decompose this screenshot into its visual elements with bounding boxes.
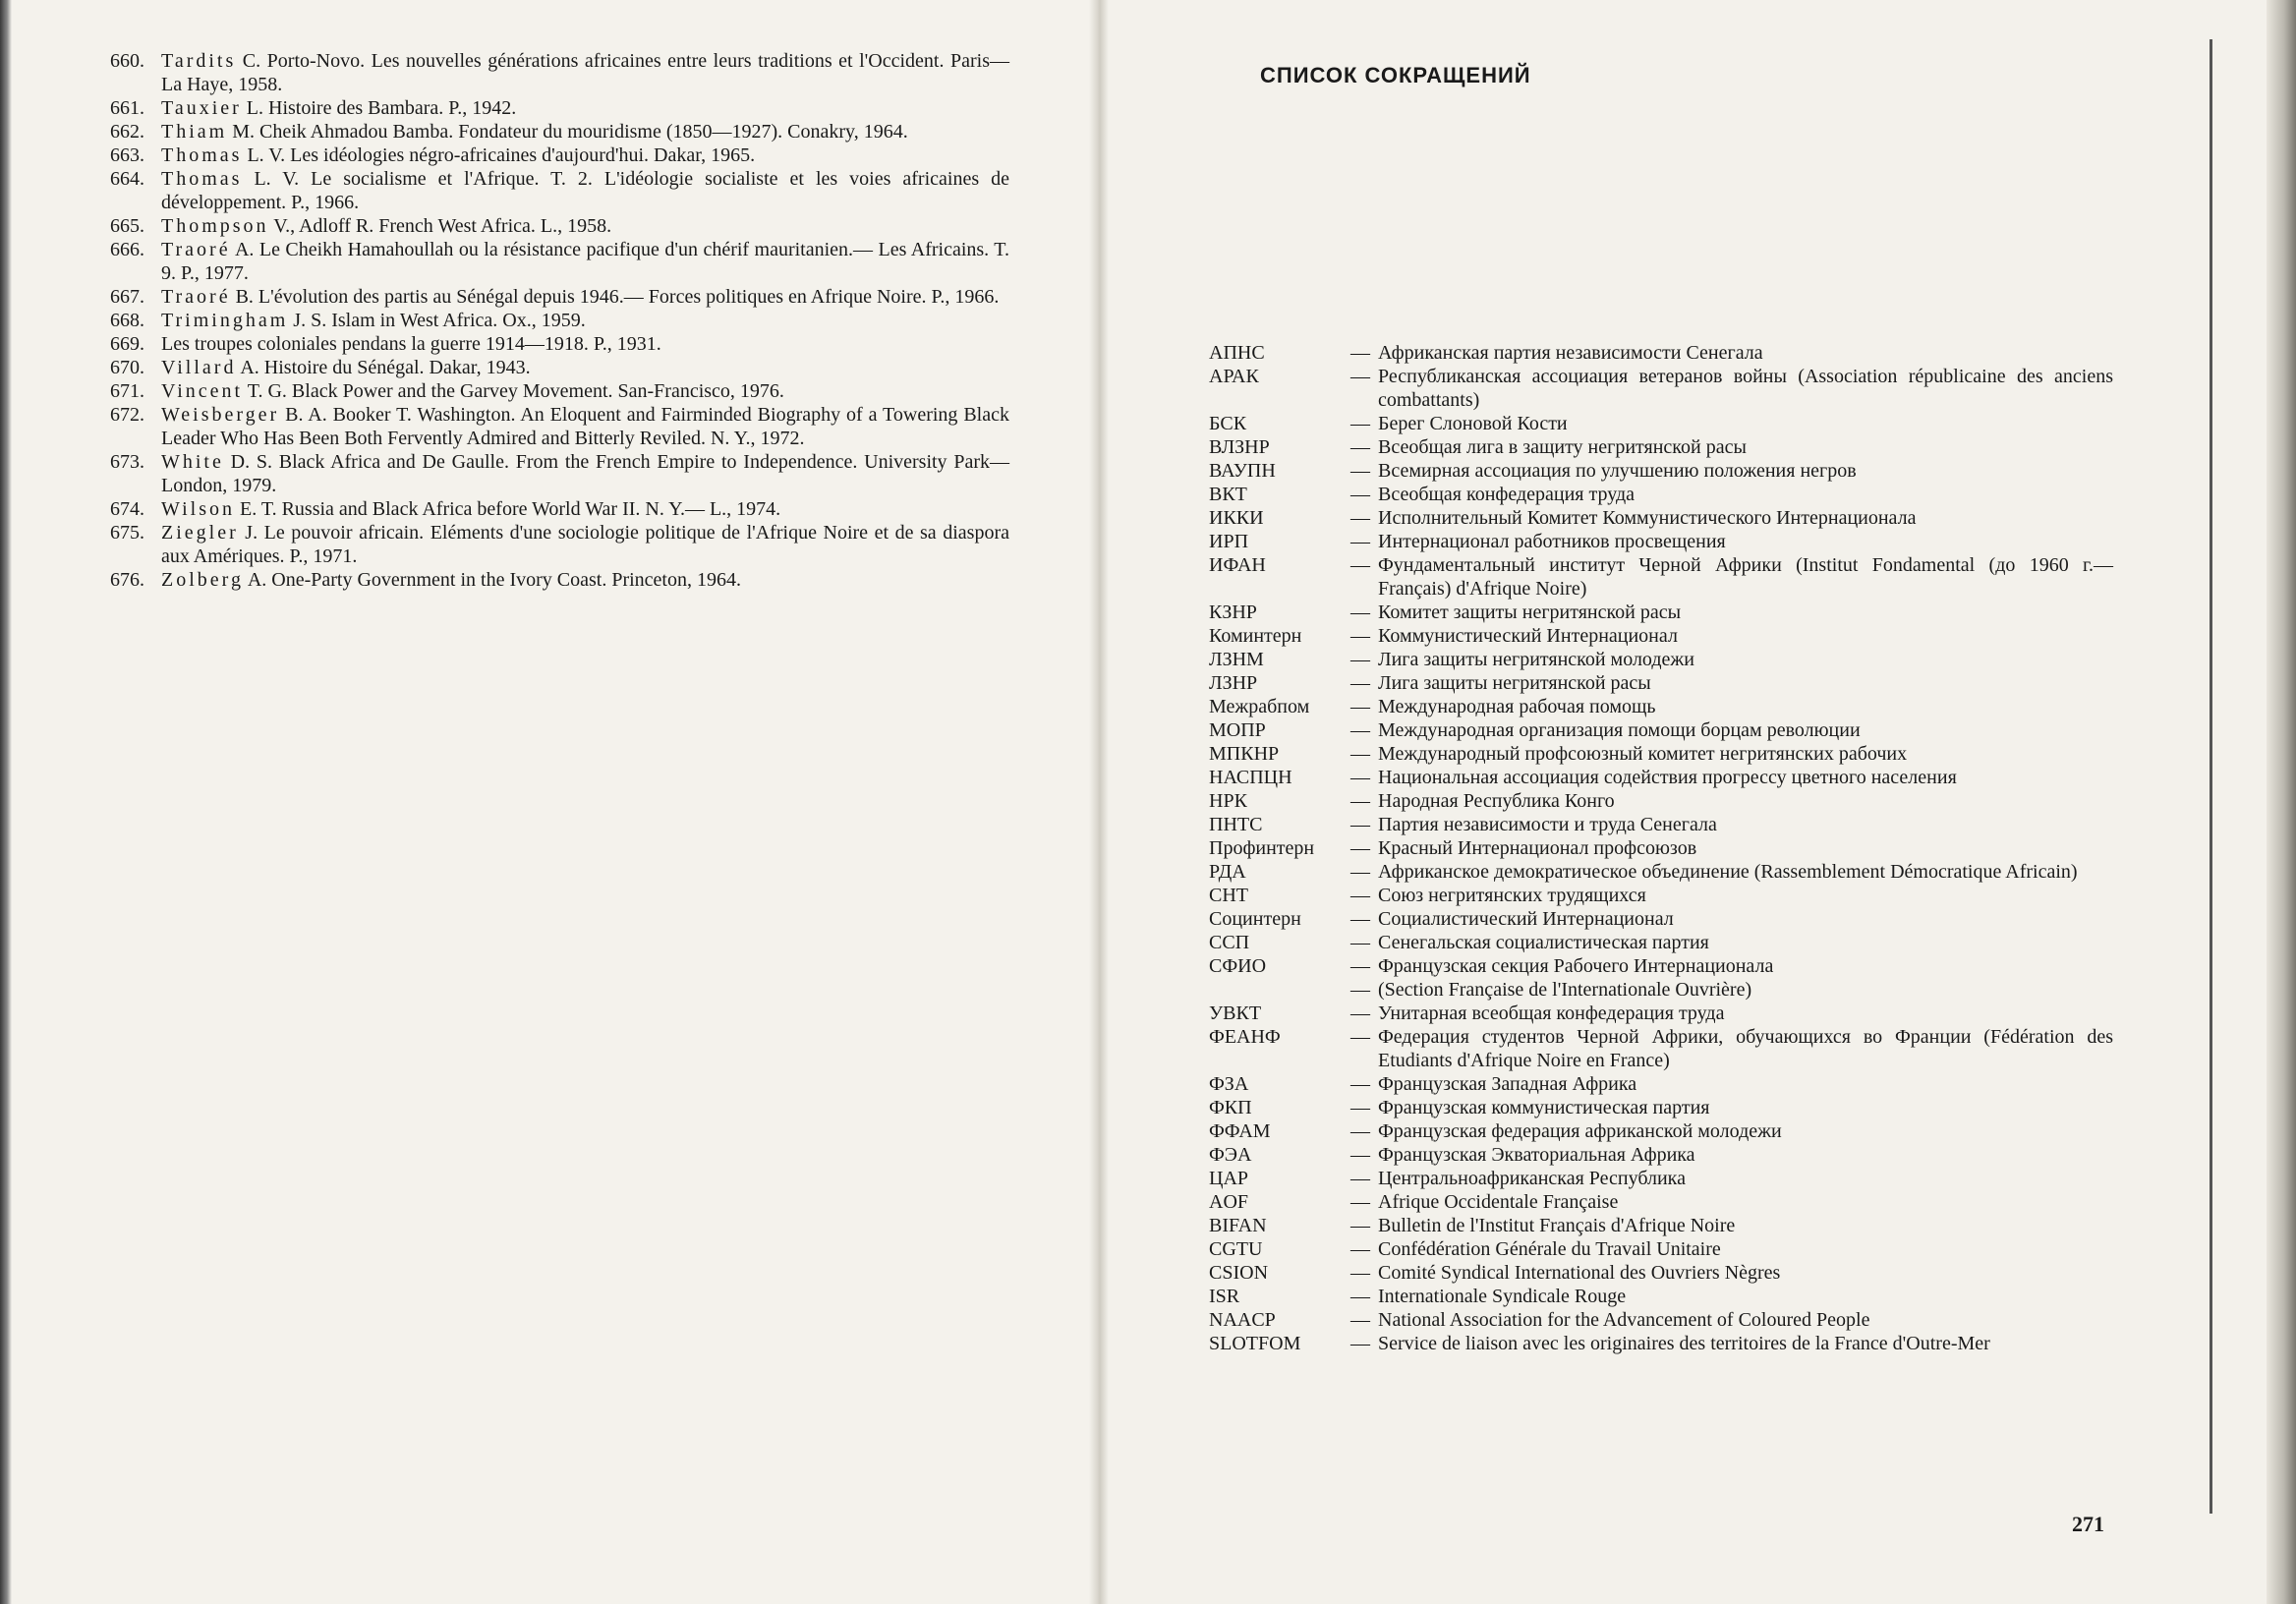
- abbreviation-row: [1209, 435, 2113, 459]
- abbreviation-description: Confédération Générale du Travail Unitaire: [1378, 1238, 1721, 1260]
- abbreviation-row: [1209, 978, 2113, 1002]
- abbreviation: ПНТС: [1209, 814, 1263, 835]
- abbreviation-row: [1209, 742, 2113, 766]
- entry-text: B. L'évolution des partis au Sénégal depuis 1946.— Forces politiques en Afrique Noire. P., 1966.: [230, 286, 1000, 308]
- abbreviation-description: Afrique Occidentale Française: [1378, 1191, 1619, 1213]
- abbreviation-dash: —: [1350, 743, 1370, 765]
- entry-text: L. Histoire des Bambara. P., 1942.: [241, 97, 517, 119]
- abbreviation-row: [1209, 884, 2113, 907]
- bibliography-entry: [110, 238, 1009, 285]
- bibliography-entry: [110, 285, 1009, 309]
- abbreviation: CGTU: [1209, 1238, 1263, 1260]
- entry-text: L. V. Le socialisme et l'Afrique. T. 2. L'idéologie socialiste et les voies africaines de développement. P., 1966.: [161, 168, 1009, 213]
- entry-number: 666.: [110, 239, 144, 260]
- abbreviation-row: [1209, 601, 2113, 624]
- entry-text: J. Le pouvoir africain. Eléments d'une sociologie politique de l'Afrique Noire et de sa diaspora aux Amériques. P., 1971.: [161, 522, 1009, 567]
- abbreviation-row: [1209, 530, 2113, 553]
- abbreviation-row: [1209, 506, 2113, 530]
- entry-number: 676.: [110, 569, 144, 591]
- abbreviation-dash: —: [1350, 1097, 1370, 1118]
- entry-number: 663.: [110, 144, 144, 166]
- bibliography-entry: [110, 568, 1009, 592]
- abbreviation-description: Унитарная всеобщая конфедерация труда: [1378, 1002, 1725, 1024]
- abbreviation-description: Международный профсоюзный комитет негритянских рабочих: [1378, 743, 1908, 765]
- abbreviation-dash: —: [1350, 507, 1370, 529]
- abbreviation-row: [1209, 931, 2113, 954]
- abbreviation-dash: —: [1350, 672, 1370, 694]
- bibliography-list: [110, 49, 1009, 592]
- abbreviation: НРК: [1209, 790, 1247, 812]
- abbreviation: КЗНР: [1209, 602, 1257, 623]
- abbreviation-row: [1209, 1119, 2113, 1143]
- abbreviation-description: Федерация студентов Черной Африки, обучающихся во Франции (Fédération des Etudiants d'Afrique Noire en France): [1378, 1026, 2113, 1071]
- abbreviation-description: Сенегальская социалистическая партия: [1378, 932, 1709, 953]
- abbreviation: ИФАН: [1209, 554, 1266, 576]
- abbreviation-dash: —: [1350, 1073, 1370, 1095]
- abbreviation-description: Французская секция Рабочего Интернационала: [1378, 955, 1774, 977]
- entry-author: Traoré: [161, 239, 231, 260]
- entry-number: 660.: [110, 50, 144, 72]
- entry-number: 670.: [110, 357, 144, 378]
- book-gutter: [1089, 0, 1109, 1604]
- entry-number: 668.: [110, 310, 144, 331]
- entry-author: Wilson: [161, 498, 235, 520]
- abbreviation-row: [1209, 1190, 2113, 1214]
- abbreviation: ФФАМ: [1209, 1120, 1271, 1142]
- abbreviation-description: Комитет защиты негритянской расы: [1378, 602, 1682, 623]
- bibliography-entry: [110, 521, 1009, 568]
- abbreviation-row: [1209, 836, 2113, 860]
- entry-author: Thompson: [161, 215, 269, 237]
- abbreviation-row: [1209, 813, 2113, 836]
- abbreviation-description: Партия независимости и труда Сенегала: [1378, 814, 1717, 835]
- abbreviation-row: [1209, 459, 2113, 483]
- bibliography-entry: [110, 332, 1009, 356]
- abbreviation-description: Bulletin de l'Institut Français d'Afrique Noire: [1378, 1215, 1736, 1236]
- entry-author: Thomas: [161, 168, 243, 190]
- abbreviation: АРАК: [1209, 366, 1259, 387]
- abbreviation: BIFAN: [1209, 1215, 1267, 1236]
- abbreviation: ВЛЗНР: [1209, 436, 1270, 458]
- abbreviation-description: Всеобщая конфедерация труда: [1378, 484, 1636, 505]
- abbreviation: ФКП: [1209, 1097, 1252, 1118]
- abbreviation-dash: —: [1350, 1309, 1370, 1331]
- abbreviation: ЛЗНМ: [1209, 649, 1264, 670]
- abbreviation-description: Республиканская ассоциация ветеранов войны (Association républicaine des anciens combattants): [1378, 366, 2113, 411]
- entry-text: Les troupes coloniales pendans la guerre 1914—1918. P., 1931.: [161, 333, 661, 355]
- abbreviation-dash: —: [1350, 814, 1370, 835]
- abbreviation: ФЕАНФ: [1209, 1026, 1281, 1048]
- abbreviation: ЦАР: [1209, 1168, 1249, 1189]
- binding-edge: [0, 0, 12, 1604]
- abbreviation-description: Французская Экваториальная Африка: [1378, 1144, 1695, 1166]
- abbreviation-row: [1209, 1237, 2113, 1261]
- left-page: [0, 0, 1099, 1604]
- abbreviation-dash: —: [1350, 436, 1370, 458]
- abbreviation: СФИО: [1209, 955, 1267, 977]
- abbreviations-table: [1209, 341, 2113, 1355]
- abbreviation-description: Народная Республика Конго: [1378, 790, 1615, 812]
- entry-text: L. V. Les idéologies négro-africaines d'aujourd'hui. Dakar, 1965.: [242, 144, 756, 166]
- abbreviation-row: [1209, 365, 2113, 412]
- abbreviation: ЛЗНР: [1209, 672, 1258, 694]
- entry-number: 665.: [110, 215, 144, 237]
- abbreviation-description: Service de liaison avec les originaires des territoires de la France d'Outre-Mer: [1378, 1333, 1990, 1354]
- abbreviation: [1209, 978, 1343, 1002]
- entry-text: A. Histoire du Sénégal. Dakar, 1943.: [236, 357, 531, 378]
- abbreviation-description: Африканская партия независимости Сенегала: [1378, 342, 1763, 364]
- abbreviation-row: [1209, 341, 2113, 365]
- abbreviation-description: (Section Française de l'Internationale Ouvrière): [1378, 979, 1752, 1001]
- abbreviation-row: [1209, 1025, 2113, 1072]
- abbreviation: ФЗА: [1209, 1073, 1249, 1095]
- abbreviation: ИРП: [1209, 531, 1249, 552]
- abbreviation-row: [1209, 1072, 2113, 1096]
- abbreviation-description: Союз негритянских трудящихся: [1378, 885, 1646, 906]
- abbreviation: МОПР: [1209, 719, 1266, 741]
- abbreviation: ССП: [1209, 932, 1250, 953]
- abbreviation-description: Лига защиты негритянской молодежи: [1378, 649, 1694, 670]
- abbreviation-row: [1209, 789, 2113, 813]
- entry-author: Vincent: [161, 380, 244, 402]
- abbreviation: ВАУПН: [1209, 460, 1276, 482]
- abbreviation-dash: —: [1350, 1120, 1370, 1142]
- abbreviation-row: [1209, 671, 2113, 695]
- abbreviation-description: Французская федерация африканской молодежи: [1378, 1120, 1782, 1142]
- abbreviation-row: [1209, 1002, 2113, 1025]
- abbreviation-dash: —: [1350, 1144, 1370, 1166]
- page-edge: [2267, 0, 2296, 1604]
- entry-text: T. G. Black Power and the Garvey Movement. San-Francisco, 1976.: [243, 380, 784, 402]
- bibliography-entry: [110, 309, 1009, 332]
- abbreviation: УВКТ: [1209, 1002, 1262, 1024]
- abbreviation-dash: —: [1350, 1002, 1370, 1024]
- abbreviation-row: [1209, 695, 2113, 718]
- bibliography-entry: [110, 356, 1009, 379]
- abbreviation-description: Исполнительный Комитет Коммунистического Интернационала: [1378, 507, 1917, 529]
- bibliography-entry: [110, 403, 1009, 450]
- abbreviation-description: Красный Интернационал профсоюзов: [1378, 837, 1697, 859]
- abbreviation-dash: —: [1350, 837, 1370, 859]
- abbreviation: АПНС: [1209, 342, 1265, 364]
- abbreviation-description: Берег Слоновой Кости: [1378, 413, 1568, 434]
- abbreviation-description: Comité Syndical International des Ouvriers Nègres: [1378, 1262, 1781, 1284]
- abbreviation-dash: —: [1350, 1262, 1370, 1284]
- abbreviation-description: Интернационал работников просвещения: [1378, 531, 1726, 552]
- abbreviation-row: [1209, 766, 2113, 789]
- abbreviation-dash: —: [1350, 366, 1370, 387]
- abbreviation-dash: —: [1350, 1238, 1370, 1260]
- abbreviation-description: Фундаментальный институт Черной Африки (Institut Fondamental (до 1960 г.— Français) d'Afrique Noire): [1378, 554, 2113, 600]
- abbreviation-row: [1209, 1308, 2113, 1332]
- abbreviation-description: Международная рабочая помощь: [1378, 696, 1656, 717]
- entry-number: 661.: [110, 97, 144, 119]
- abbreviations-title: СПИСОК СОКРАЩЕНИЙ: [1260, 63, 1531, 87]
- abbreviation-dash: —: [1350, 696, 1370, 717]
- abbreviation-description: Internationale Syndicale Rouge: [1378, 1286, 1627, 1307]
- abbreviation-description: Международная организация помощи борцам революции: [1378, 719, 1861, 741]
- abbreviation: Социнтерн: [1209, 908, 1301, 930]
- bibliography-entry: [110, 450, 1009, 497]
- abbreviation-dash: —: [1350, 342, 1370, 364]
- abbreviation-description: Французская Западная Африка: [1378, 1073, 1637, 1095]
- abbreviation-dash: —: [1350, 1215, 1370, 1236]
- abbreviation-description: Всемирная ассоциация по улучшению положения негров: [1378, 460, 1857, 482]
- entry-number: 662.: [110, 121, 144, 143]
- abbreviation-description: Социалистический Интернационал: [1378, 908, 1674, 930]
- entry-number: 672.: [110, 404, 144, 426]
- abbreviation-dash: —: [1350, 1333, 1370, 1354]
- entry-author: Thomas: [161, 144, 243, 166]
- bibliography-entry: [110, 96, 1009, 120]
- entry-text: V., Adloff R. French West Africa. L., 1958.: [268, 215, 612, 237]
- abbreviation-dash: —: [1350, 979, 1370, 1001]
- abbreviation-dash: —: [1350, 1286, 1370, 1307]
- abbreviation-dash: —: [1350, 484, 1370, 505]
- abbreviation-dash: —: [1350, 554, 1370, 576]
- abbreviation-dash: —: [1350, 767, 1370, 788]
- abbreviation-description: Национальная ассоциация содействия прогрессу цветного населения: [1378, 767, 1957, 788]
- entry-text: A. One-Party Government in the Ivory Coast. Princeton, 1964.: [243, 569, 741, 591]
- abbreviation: СНТ: [1209, 885, 1248, 906]
- abbreviation-row: [1209, 1143, 2113, 1167]
- abbreviation-row: [1209, 648, 2113, 671]
- abbreviation-row: [1209, 907, 2113, 931]
- entry-author: White: [161, 451, 224, 473]
- entry-author: Trimingham: [161, 310, 289, 331]
- entry-number: 669.: [110, 333, 144, 355]
- abbreviation: НАСПЦН: [1209, 767, 1292, 788]
- abbreviation-dash: —: [1350, 885, 1370, 906]
- abbreviation-row: [1209, 1332, 2113, 1355]
- entry-text: E. T. Russia and Black Africa before World War II. N. Y.— L., 1974.: [234, 498, 781, 520]
- entry-author: Weisberger: [161, 404, 280, 426]
- abbreviation: ИККИ: [1209, 507, 1264, 529]
- entry-text: D. S. Black Africa and De Gaulle. From the French Empire to Independence. University Park—London, 1979.: [161, 451, 1009, 496]
- entry-text: C. Porto-Novo. Les nouvelles générations africaines entre leurs traditions et l'Occident. Paris—La Haye, 1958.: [161, 50, 1009, 95]
- abbreviation-dash: —: [1350, 908, 1370, 930]
- abbreviation-row: [1209, 860, 2113, 884]
- abbreviation-row: [1209, 624, 2113, 648]
- entry-author: Thiam: [161, 121, 228, 143]
- bibliography-entry: [110, 497, 1009, 521]
- entry-author: Ziegler: [161, 522, 239, 544]
- abbreviation: SLOTFOM: [1209, 1333, 1301, 1354]
- abbreviation: NAACP: [1209, 1309, 1276, 1331]
- entry-author: Villard: [161, 357, 237, 378]
- entry-number: 667.: [110, 286, 144, 308]
- abbreviation-description: Центральноафриканская Республика: [1378, 1168, 1686, 1189]
- abbreviation: ФЭА: [1209, 1144, 1252, 1166]
- abbreviation: РДА: [1209, 861, 1246, 883]
- abbreviation-dash: —: [1350, 460, 1370, 482]
- abbreviation-description: Французская коммунистическая партия: [1378, 1097, 1710, 1118]
- abbreviation-dash: —: [1350, 531, 1370, 552]
- entry-author: Traoré: [161, 286, 231, 308]
- entry-number: 664.: [110, 168, 144, 190]
- entry-number: 675.: [110, 522, 144, 544]
- abbreviation-dash: —: [1350, 1191, 1370, 1213]
- abbreviation-dash: —: [1350, 625, 1370, 647]
- abbreviation-row: [1209, 718, 2113, 742]
- abbreviation-row: [1209, 412, 2113, 435]
- bibliography-entry: [110, 214, 1009, 238]
- entry-text: J. S. Islam in West Africa. Ox., 1959.: [288, 310, 586, 331]
- abbreviation-description: Всеобщая лига в защиту негритянской расы: [1378, 436, 1747, 458]
- abbreviation-description: Коммунистический Интернационал: [1378, 625, 1678, 647]
- abbreviation-dash: —: [1350, 1026, 1370, 1048]
- abbreviation-dash: —: [1350, 955, 1370, 977]
- abbreviation-description: Лига защиты негритянской расы: [1378, 672, 1651, 694]
- entry-text: B. A. Booker T. Washington. An Eloquent and Fairminded Biography of a Towering Black Leader Who Has Been Both Fervently Admired and Bitterly Reviled. N. Y., 1972.: [161, 404, 1009, 449]
- abbreviation-row: [1209, 553, 2113, 601]
- abbreviation-row: [1209, 483, 2113, 506]
- abbreviation-row: [1209, 1214, 2113, 1237]
- abbreviation: БСК: [1209, 413, 1247, 434]
- abbreviation-row: [1209, 1261, 2113, 1285]
- abbreviation-dash: —: [1350, 413, 1370, 434]
- entry-author: Zolberg: [161, 569, 244, 591]
- abbreviation: Профинтерн: [1209, 837, 1315, 859]
- abbreviation-dash: —: [1350, 932, 1370, 953]
- abbreviation-row: [1209, 1285, 2113, 1308]
- bibliography-entry: [110, 120, 1009, 143]
- abbreviation-dash: —: [1350, 861, 1370, 883]
- abbreviation: AOF: [1209, 1191, 1249, 1213]
- abbreviation-dash: —: [1350, 649, 1370, 670]
- abbreviation: Межрабпом: [1209, 696, 1310, 717]
- abbreviation: Коминтерн: [1209, 625, 1302, 647]
- bibliography-entry: [110, 167, 1009, 214]
- bibliography-entry: [110, 143, 1009, 167]
- abbreviation: ВКТ: [1209, 484, 1247, 505]
- entry-number: 671.: [110, 380, 144, 402]
- page-number: 271: [2072, 1512, 2104, 1536]
- abbreviation-row: [1209, 1096, 2113, 1119]
- page-edge-line: [2210, 39, 2212, 1514]
- abbreviation: CSION: [1209, 1262, 1269, 1284]
- entry-number: 673.: [110, 451, 144, 473]
- abbreviation-dash: —: [1350, 602, 1370, 623]
- bibliography-entry: [110, 49, 1009, 96]
- abbreviation-dash: —: [1350, 790, 1370, 812]
- abbreviation-dash: —: [1350, 719, 1370, 741]
- entry-author: Tauxier: [161, 97, 242, 119]
- abbreviation-description: National Association for the Advancement of Coloured People: [1378, 1309, 1870, 1331]
- entry-text: A. Le Cheikh Hamahoullah ou la résistance pacifique d'un chérif mauritanien.— Les Africains. T. 9. P., 1977.: [161, 239, 1009, 284]
- bibliography-entry: [110, 379, 1009, 403]
- entry-number: 674.: [110, 498, 144, 520]
- abbreviation-dash: —: [1350, 1168, 1370, 1189]
- abbreviation-row: [1209, 1167, 2113, 1190]
- abbreviation-row: [1209, 954, 2113, 978]
- abbreviation: ISR: [1209, 1286, 1240, 1307]
- abbreviation-description: Африканское демократическое объединение (Rassemblement Démocratique Africain): [1378, 861, 2078, 883]
- entry-text: M. Cheik Ahmadou Bamba. Fondateur du mouridisme (1850—1927). Conakry, 1964.: [227, 121, 908, 143]
- entry-author: Tardits: [161, 50, 237, 72]
- abbreviation: МПКНР: [1209, 743, 1280, 765]
